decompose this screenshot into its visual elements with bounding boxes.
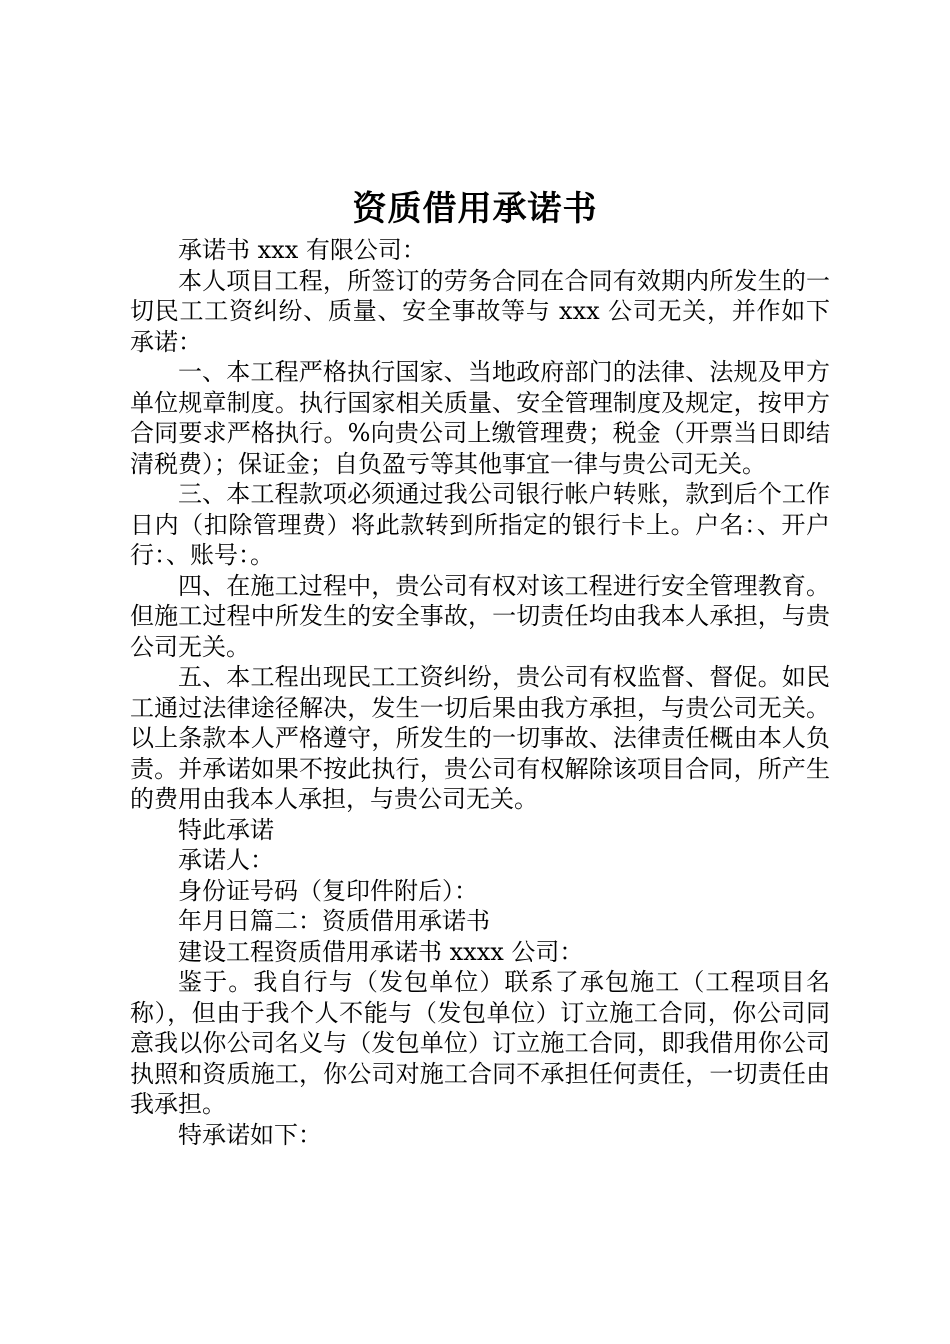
paragraph-closing: 特此承诺: [178, 815, 274, 844]
paragraph-signatory: 承诺人：: [178, 846, 274, 874]
paragraph-salutation: 承诺书 xxx 有限公司：: [178, 236, 426, 264]
paragraph-salutation-2: 建设工程资质借用承诺书 xxxx 公司：: [178, 937, 584, 966]
paragraph-date-part2: 年月日篇二：资质借用承诺书: [178, 907, 490, 935]
paragraph-clause-3: 三、本工程款项必须通过我公司银行帐户转账，款到后个工作日内（扣除管理费）将此款转到所指定的银行卡上。户名：、开户行：、账号：。: [130, 480, 830, 569]
paragraph-clause-1: 一、本工程严格执行国家、当地政府部门的法律、法规及甲方单位规章制度。执行国家相关质量、安全管理制度及规定，按甲方合同要求严格执行。%向贵公司上缴管理费；税金（开票当日即结清税费）；保证金；自负盈亏等其他事宜一律与贵公司无关。: [130, 358, 830, 478]
paragraph-id-number: 身份证号码（复印件附后）：: [178, 876, 478, 905]
paragraph-clause-4: 四、在施工过程中，贵公司有权对该工程进行安全管理教育。但施工过程中所发生的安全事故，一切责任均由我本人承担，与贵公司无关。: [130, 571, 830, 661]
paragraph-commitments-heading: 特承诺如下：: [178, 1120, 322, 1149]
paragraph-whereas: 鉴于。我自行与（发包单位）联系了承包施工（工程项目名称），但由于我个人不能与（发包单位）订立施工合同，你公司同意我以你公司名义与（发包单位）订立施工合同，即我借用你公司执照和资质施工，你公司对施工合同不承担任何责任，一切责任由我承担。: [130, 968, 830, 1118]
paragraph-clause-5: 五、本工程出现民工工资纠纷，贵公司有权监督、督促。如民工通过法律途径解决，发生一切后果由我方承担，与贵公司无关。以上条款本人严格遵守，所发生的一切事故、法律责任概由本人负责。并承诺如果不按此执行，贵公司有权解除该项目合同，所产生的费用由我本人承担，与贵公司无关。: [130, 663, 830, 813]
document-body: [130, 235, 830, 1150]
document-title: 资质借用承诺书: [352, 189, 598, 229]
paragraph-intro: 本人项目工程，所签订的劳务合同在合同有效期内所发生的一切民工工资纠纷、质量、安全事故等与 xxx 公司无关，并作如下承诺：: [130, 266, 830, 356]
